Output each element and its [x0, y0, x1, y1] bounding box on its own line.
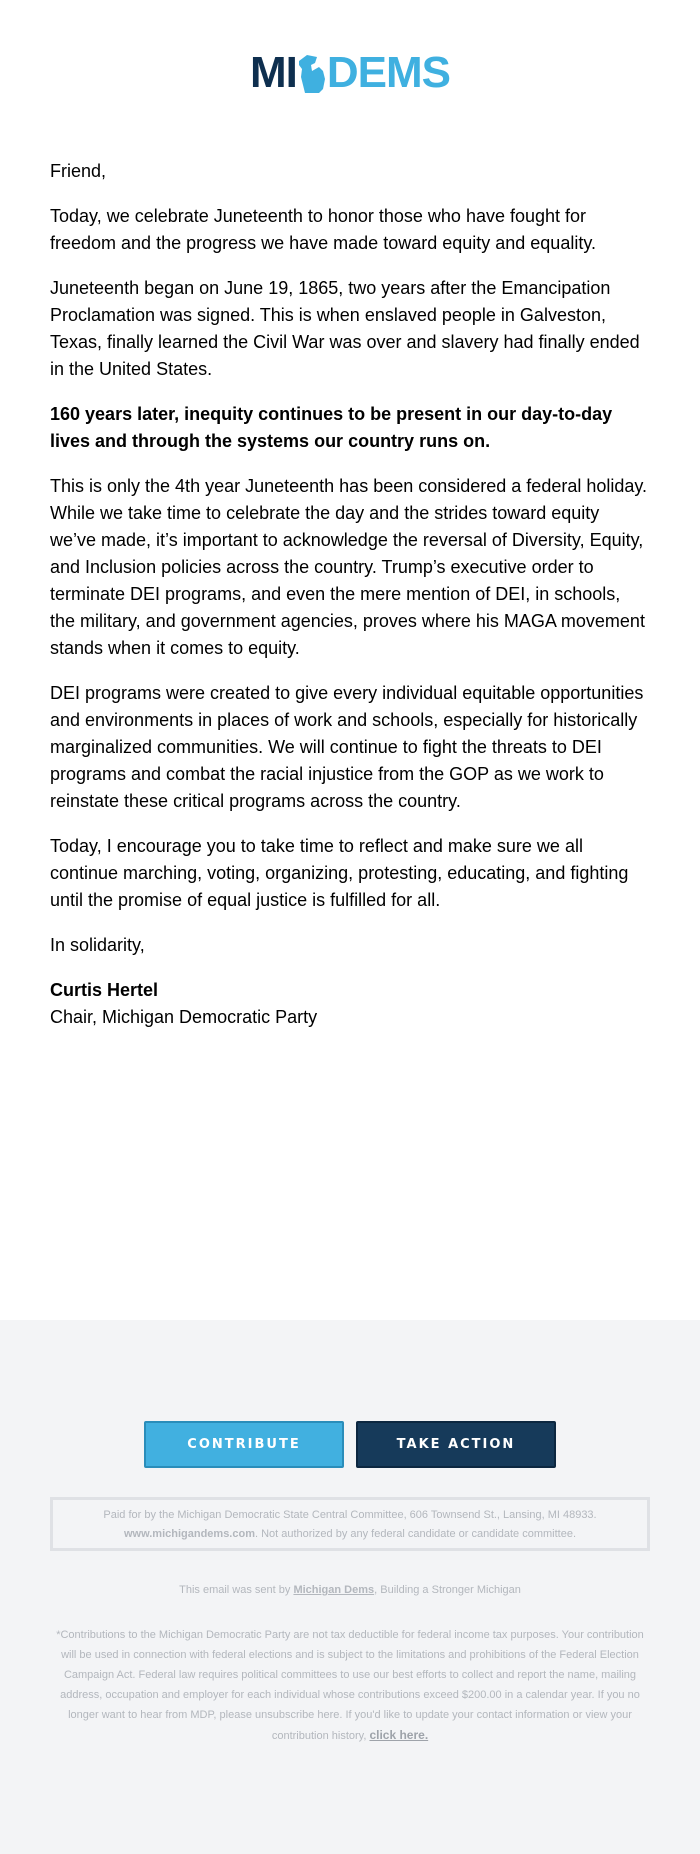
paid-for-text: Paid for by the Michigan Democratic State Central Committee, 606 Townsend St., Lansing, MI 48933.: [103, 1509, 597, 1521]
paragraph-dei-programs: DEI programs were created to give every individual equitable opportunities and environments in places of work and schools, especially for historically marginalized communities. We will continue to fight the threats to DEI programs and combat the racial injustice from the GOP as we work to reinstate these critical programs across the country.: [50, 683, 644, 811]
website-link[interactable]: www.michigandems.com: [123, 1528, 255, 1540]
paragraph-emphasis: 160 years later, inequity continues to be present in our day-to-day lives and through the systems our country runs on.: [50, 404, 613, 451]
paragraph-history: Juneteenth began on June 19, 1865, two years after the Emancipation Proclamation was signed. This is when enslaved people in Galveston, Texas, finally learned the Civil War was over and slavery had finally ended in the United States.: [50, 278, 640, 379]
legal-notice: [50, 1625, 650, 1746]
sent-by-prefix: This email was sent by: [179, 1584, 294, 1596]
paragraph-dei-reversal: This is only the 4th year Juneteenth has been considered a federal holiday. While we take time to celebrate the day and the strides toward equity we’ve made, it’s important to acknowledge the reversal of Diversity, Equity, and Inclusion policies across the country. Trump’s executive order to terminate DEI programs, and even the mere mention of DEI, in schools, the military, and government agencies, proves where his MAGA movement stands when it comes to equity.: [50, 476, 648, 658]
paragraph-call-to-action: Today, I encourage you to take time to reflect and make sure we all continue marching, voting, organizing, protesting, educating, and fighting until the promise of equal justice is fulfilled for all.: [50, 836, 629, 910]
logo-text-mi: MI: [249, 48, 297, 97]
footer: [0, 1320, 700, 1854]
letter-body: [50, 158, 650, 1049]
not-authorized-text: . Not authorized by any federal candidate or candidate committee.: [254, 1528, 577, 1540]
greeting: Friend,: [50, 161, 107, 181]
logo-text-dems: DEMS: [326, 48, 450, 97]
michigan-dems-link[interactable]: Michigan Dems: [293, 1584, 375, 1596]
signature-title: Chair, Michigan Democratic Party: [50, 1007, 318, 1027]
contribute-button[interactable]: CONTRIBUTE: [144, 1421, 344, 1468]
signature: [50, 977, 650, 1031]
paragraph-intro: Today, we celebrate Juneteenth to honor those who have fought for freedom and the progress we have made toward equity and equality.: [50, 206, 596, 253]
mi-dems-logo[interactable]: [250, 50, 450, 96]
cta-button-row: [0, 1421, 700, 1468]
contribution-history-link[interactable]: click here.: [369, 1728, 429, 1742]
paid-for-disclaimer: [50, 1497, 650, 1551]
header: [0, 50, 700, 96]
legal-text: *Contributions to the Michigan Democratic Party are not tax deductible for federal income tax purposes. Your contribution will be used in connection with federal elections and is subject to the limitations and prohibitions of the Federal Election Campaign Act. Federal law requires political committees to use our best efforts to collect and report the name, mailing address, occupation and employer for each individual whose contributions exceed $200.00 in a calendar year. If you no longer want to hear from MDP, please unsubscribe here. If you'd like to update your contact information or view your contribution history,: [56, 1629, 644, 1742]
sent-by-suffix: , Building a Stronger Michigan: [374, 1584, 521, 1596]
michigan-map-icon: [295, 51, 329, 95]
signature-name: Curtis Hertel: [50, 980, 159, 1000]
sent-by-line: [0, 1584, 700, 1596]
take-action-button[interactable]: TAKE ACTION: [356, 1421, 556, 1468]
closing: In solidarity,: [50, 935, 145, 955]
